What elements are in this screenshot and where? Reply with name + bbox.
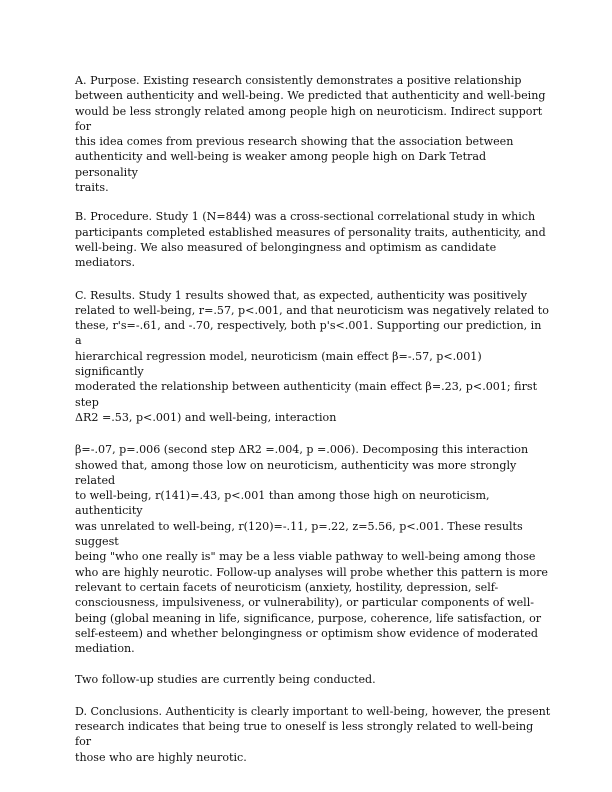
followup-note-paragraph: Two follow-up studies are currently being conducted. bbox=[75, 673, 376, 687]
conclusions-paragraph: D. Conclusions. Authenticity is clearly important to well-being, however, the present research indicates that being true to oneself is less strongly related to well-being for those who are highly neurotic. bbox=[75, 704, 551, 764]
purpose-paragraph: A. Purpose. Existing research consistently demonstrates a positive relationship between authenticity and well-being. We predicted that authenticity and well-being would be less strongly related among people high on neuroticism. Indirect support for this idea comes from previous research showing that the association between authenticity and well-being is weaker among people high on Dark Tetrad personality traits. bbox=[75, 74, 546, 195]
results-paragraph: C. Results. Study 1 results showed that, as expected, authenticity was positively related to well-being, r=.57, p<.001, and that neuroticism was negatively related to these, r's=-.61, and -.70, respectively, both p's<.001. Supporting our prediction, in a hierarchical regression model, neuroticism (main effect β=-.57, p<.001) significantly moderated the relationship between authenticity (main effect β=.23, p<.001; first step ΔR2 =.53, p<.001) and well-being, interaction bbox=[75, 288, 549, 424]
results-continued-paragraph: β=-.07, p=.006 (second step ΔR2 =.004, p =.006). Decomposing this interaction showed that, among those low on neuroticism, authenticity was more strongly related to well-being, r(141)=.43, p<.001 than among those high on neuroticism, authenticity was unrelated to well-being, r(120)=-.11, p=.22, z=5.56, p<.001. These results suggest being "who one really is" may be a less viable pathway to well-being among those who are highly neurotic. Follow-up analyses will probe whether this pattern is more relevant to certain facets of neuroticism (anxiety, hostility, depression, self- consciousness, impulsiveness, or vulnerability), or particular components of well- being (global meaning in life, significance, purpose, coherence, life satisfaction, or self-esteem) and whether belongingness or optimism show evidence of moderated mediation. bbox=[75, 443, 548, 656]
procedure-paragraph: B. Procedure. Study 1 (N=844) was a cross-sectional correlational study in which participants completed established measures of personality traits, authenticity, and well-being. We also measured of belongingness and optimism as candidate mediators. bbox=[75, 210, 546, 270]
document-page bbox=[75, 73, 551, 765]
